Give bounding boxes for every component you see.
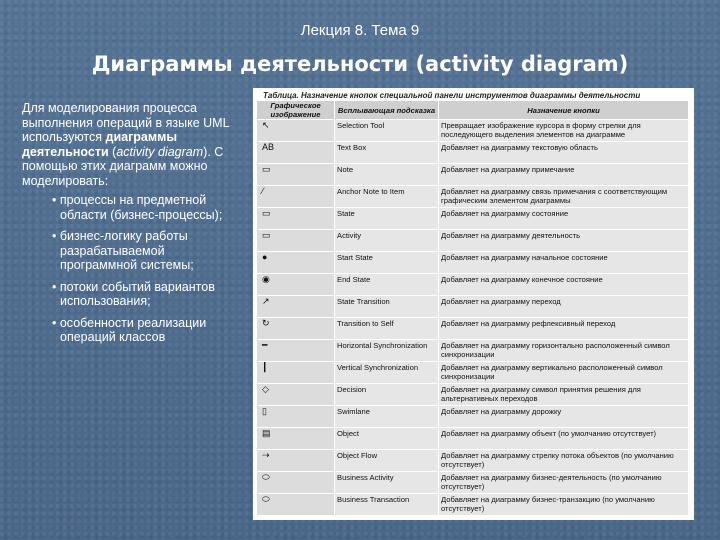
icon-cell <box>257 472 335 494</box>
tooltip-cell: Anchor Note to Item <box>335 186 439 208</box>
purpose-cell: Добавляет на диаграмму бизнес-транзакцию (по умолчанию отсутствует) <box>439 494 689 516</box>
tooltip-cell: State Transition <box>335 296 439 318</box>
bullet-item: • потоки событий вариантов использования; <box>60 280 237 309</box>
tooltip-cell: Object <box>335 428 439 450</box>
icon-cell <box>257 428 335 450</box>
table-row <box>257 406 689 428</box>
table-row <box>257 120 689 142</box>
table-row <box>257 384 689 406</box>
table-row <box>257 142 689 164</box>
icon-cell <box>257 450 335 472</box>
table-row <box>257 230 689 252</box>
tooltip-cell: Vertical Synchronization <box>335 362 439 384</box>
table-row <box>257 208 689 230</box>
decision-icon: ◇ <box>262 384 269 394</box>
col-header-purpose: Назначение кнопки <box>439 101 689 120</box>
state-transition-icon: ↗ <box>262 296 270 306</box>
table-panel <box>253 88 694 520</box>
tooltip-cell: Business Activity <box>335 472 439 494</box>
icon-cell <box>257 362 335 384</box>
lecture-label: Лекция 8. Тема 9 <box>300 22 420 39</box>
icon-cell <box>257 186 335 208</box>
icon-cell <box>257 230 335 252</box>
tooltip-cell: Swimlane <box>335 406 439 428</box>
tooltip-cell: Activity <box>335 230 439 252</box>
icon-cell <box>257 274 335 296</box>
purpose-cell: Добавляет на диаграмму деятельность <box>439 230 689 252</box>
tooltip-cell: Text Box <box>335 142 439 164</box>
swimlane-icon: ▯ <box>262 406 267 416</box>
slide-title: Диаграммы деятельности (activity diagram) <box>91 52 629 76</box>
icon-cell <box>257 164 335 186</box>
table-row <box>257 362 689 384</box>
anchor-note-icon: ⁄ <box>262 186 264 196</box>
purpose-cell: Добавляет на диаграмму конечное состояние <box>439 274 689 296</box>
vertical-sync-icon: ┃ <box>262 362 268 372</box>
icon-cell <box>257 384 335 406</box>
purpose-cell: Добавляет на диаграмму примечание <box>439 164 689 186</box>
purpose-cell: Добавляет на диаграмму текстовую область <box>439 142 689 164</box>
intro-paragraph <box>22 101 237 188</box>
start-state-icon: ● <box>262 252 268 262</box>
business-transaction-icon: ⬭ <box>262 494 270 504</box>
transition-to-self-icon: ↻ <box>262 318 270 328</box>
object-icon: ▤ <box>262 428 271 438</box>
purpose-cell: Добавляет на диаграмму состояние <box>439 208 689 230</box>
note-icon: ▭ <box>262 164 271 174</box>
bullet-item: • бизнес-логику работы разрабатываемой программной системы; <box>60 229 237 273</box>
icon-cell <box>257 340 335 362</box>
purpose-cell: Добавляет на диаграмму стрелку потока объектов (по умолчанию отсутствует) <box>439 450 689 472</box>
bullet-item: • процессы на предметной области (бизнес-процессы); <box>60 193 237 222</box>
purpose-cell: Добавляет на диаграмму начальное состояние <box>439 252 689 274</box>
intro-part1: Для моделирования процесса выполнения операций в языке UML используются <box>22 101 230 144</box>
arrow-cursor-icon: ↖ <box>262 120 270 130</box>
horizontal-sync-icon: ━ <box>262 340 268 350</box>
table-row <box>257 186 689 208</box>
table-body <box>257 120 689 516</box>
tooltip-cell: Note <box>335 164 439 186</box>
purpose-cell: Добавляет на диаграмму связь примечания с соответствующим графическим элементом диаграммы <box>439 186 689 208</box>
icon-cell <box>257 318 335 340</box>
tooltip-cell: Transition to Self <box>335 318 439 340</box>
tooltip-cell: Horizontal Synchronization <box>335 340 439 362</box>
table-row <box>257 340 689 362</box>
icon-cell <box>257 296 335 318</box>
intro-italic: activity diagram <box>116 144 204 159</box>
purpose-cell: Добавляет на диаграмму символ принятия решения для альтернативных переходов <box>439 384 689 406</box>
bullet-item: • особенности реализации операций классов <box>60 316 237 345</box>
table-row <box>257 472 689 494</box>
tooltip-cell: End State <box>335 274 439 296</box>
table-row <box>257 274 689 296</box>
text-box-icon: AB <box>262 142 275 152</box>
icon-cell <box>257 406 335 428</box>
table-row <box>257 252 689 274</box>
tooltip-cell: State <box>335 208 439 230</box>
purpose-cell: Добавляет на диаграмму бизнес-деятельность (по умолчанию отсутствует) <box>439 472 689 494</box>
intro-part2: ( <box>108 144 117 159</box>
table-row <box>257 164 689 186</box>
left-text-column <box>22 101 237 352</box>
icon-cell <box>257 208 335 230</box>
tooltip-cell: Start State <box>335 252 439 274</box>
icon-cell <box>257 494 335 516</box>
object-flow-icon: ⇢ <box>262 450 270 460</box>
purpose-cell: Добавляет на диаграмму переход <box>439 296 689 318</box>
tooltip-cell: Business Transaction <box>335 494 439 516</box>
table-row <box>257 296 689 318</box>
business-activity-icon: ⬭ <box>262 472 270 482</box>
col-header-tooltip: Всплывающая подсказка <box>335 101 439 120</box>
icon-cell <box>257 142 335 164</box>
purpose-cell: Добавляет на диаграмму объект (по умолчанию отсутствует) <box>439 428 689 450</box>
col-header-graphic: Графическое изображение <box>257 101 335 120</box>
activity-icon: ▭ <box>262 230 271 240</box>
tooltip-cell: Decision <box>335 384 439 406</box>
icon-cell <box>257 120 335 142</box>
table-row <box>257 494 689 516</box>
purpose-cell: Превращает изображение курсора в форму стрелки для последующего выделения элементов на диаграмме <box>439 120 689 142</box>
table-caption: Таблица. Назначение кнопок специальной панели инструментов диаграммы деятельности <box>263 91 641 100</box>
tooltip-cell: Selection Tool <box>335 120 439 142</box>
table-row <box>257 450 689 472</box>
intro-bold: диаграммы деятельности <box>22 130 178 159</box>
table-row <box>257 318 689 340</box>
end-state-icon: ◉ <box>262 274 270 284</box>
bullet-list <box>22 193 237 345</box>
purpose-cell: Добавляет на диаграмму дорожку <box>439 406 689 428</box>
table-row <box>257 428 689 450</box>
intro-part3: ). С помощью этих диаграмм можно моделировать: <box>22 144 224 188</box>
purpose-cell: Добавляет на диаграмму горизонтально расположенный символ синхронизации <box>439 340 689 362</box>
tooltip-cell: Object Flow <box>335 450 439 472</box>
purpose-cell: Добавляет на диаграмму вертикально расположенный символ синхронизации <box>439 362 689 384</box>
toolbar-table <box>256 100 689 516</box>
purpose-cell: Добавляет на диаграмму рефлексивный переход <box>439 318 689 340</box>
state-icon: ▭ <box>262 208 271 218</box>
icon-cell <box>257 252 335 274</box>
